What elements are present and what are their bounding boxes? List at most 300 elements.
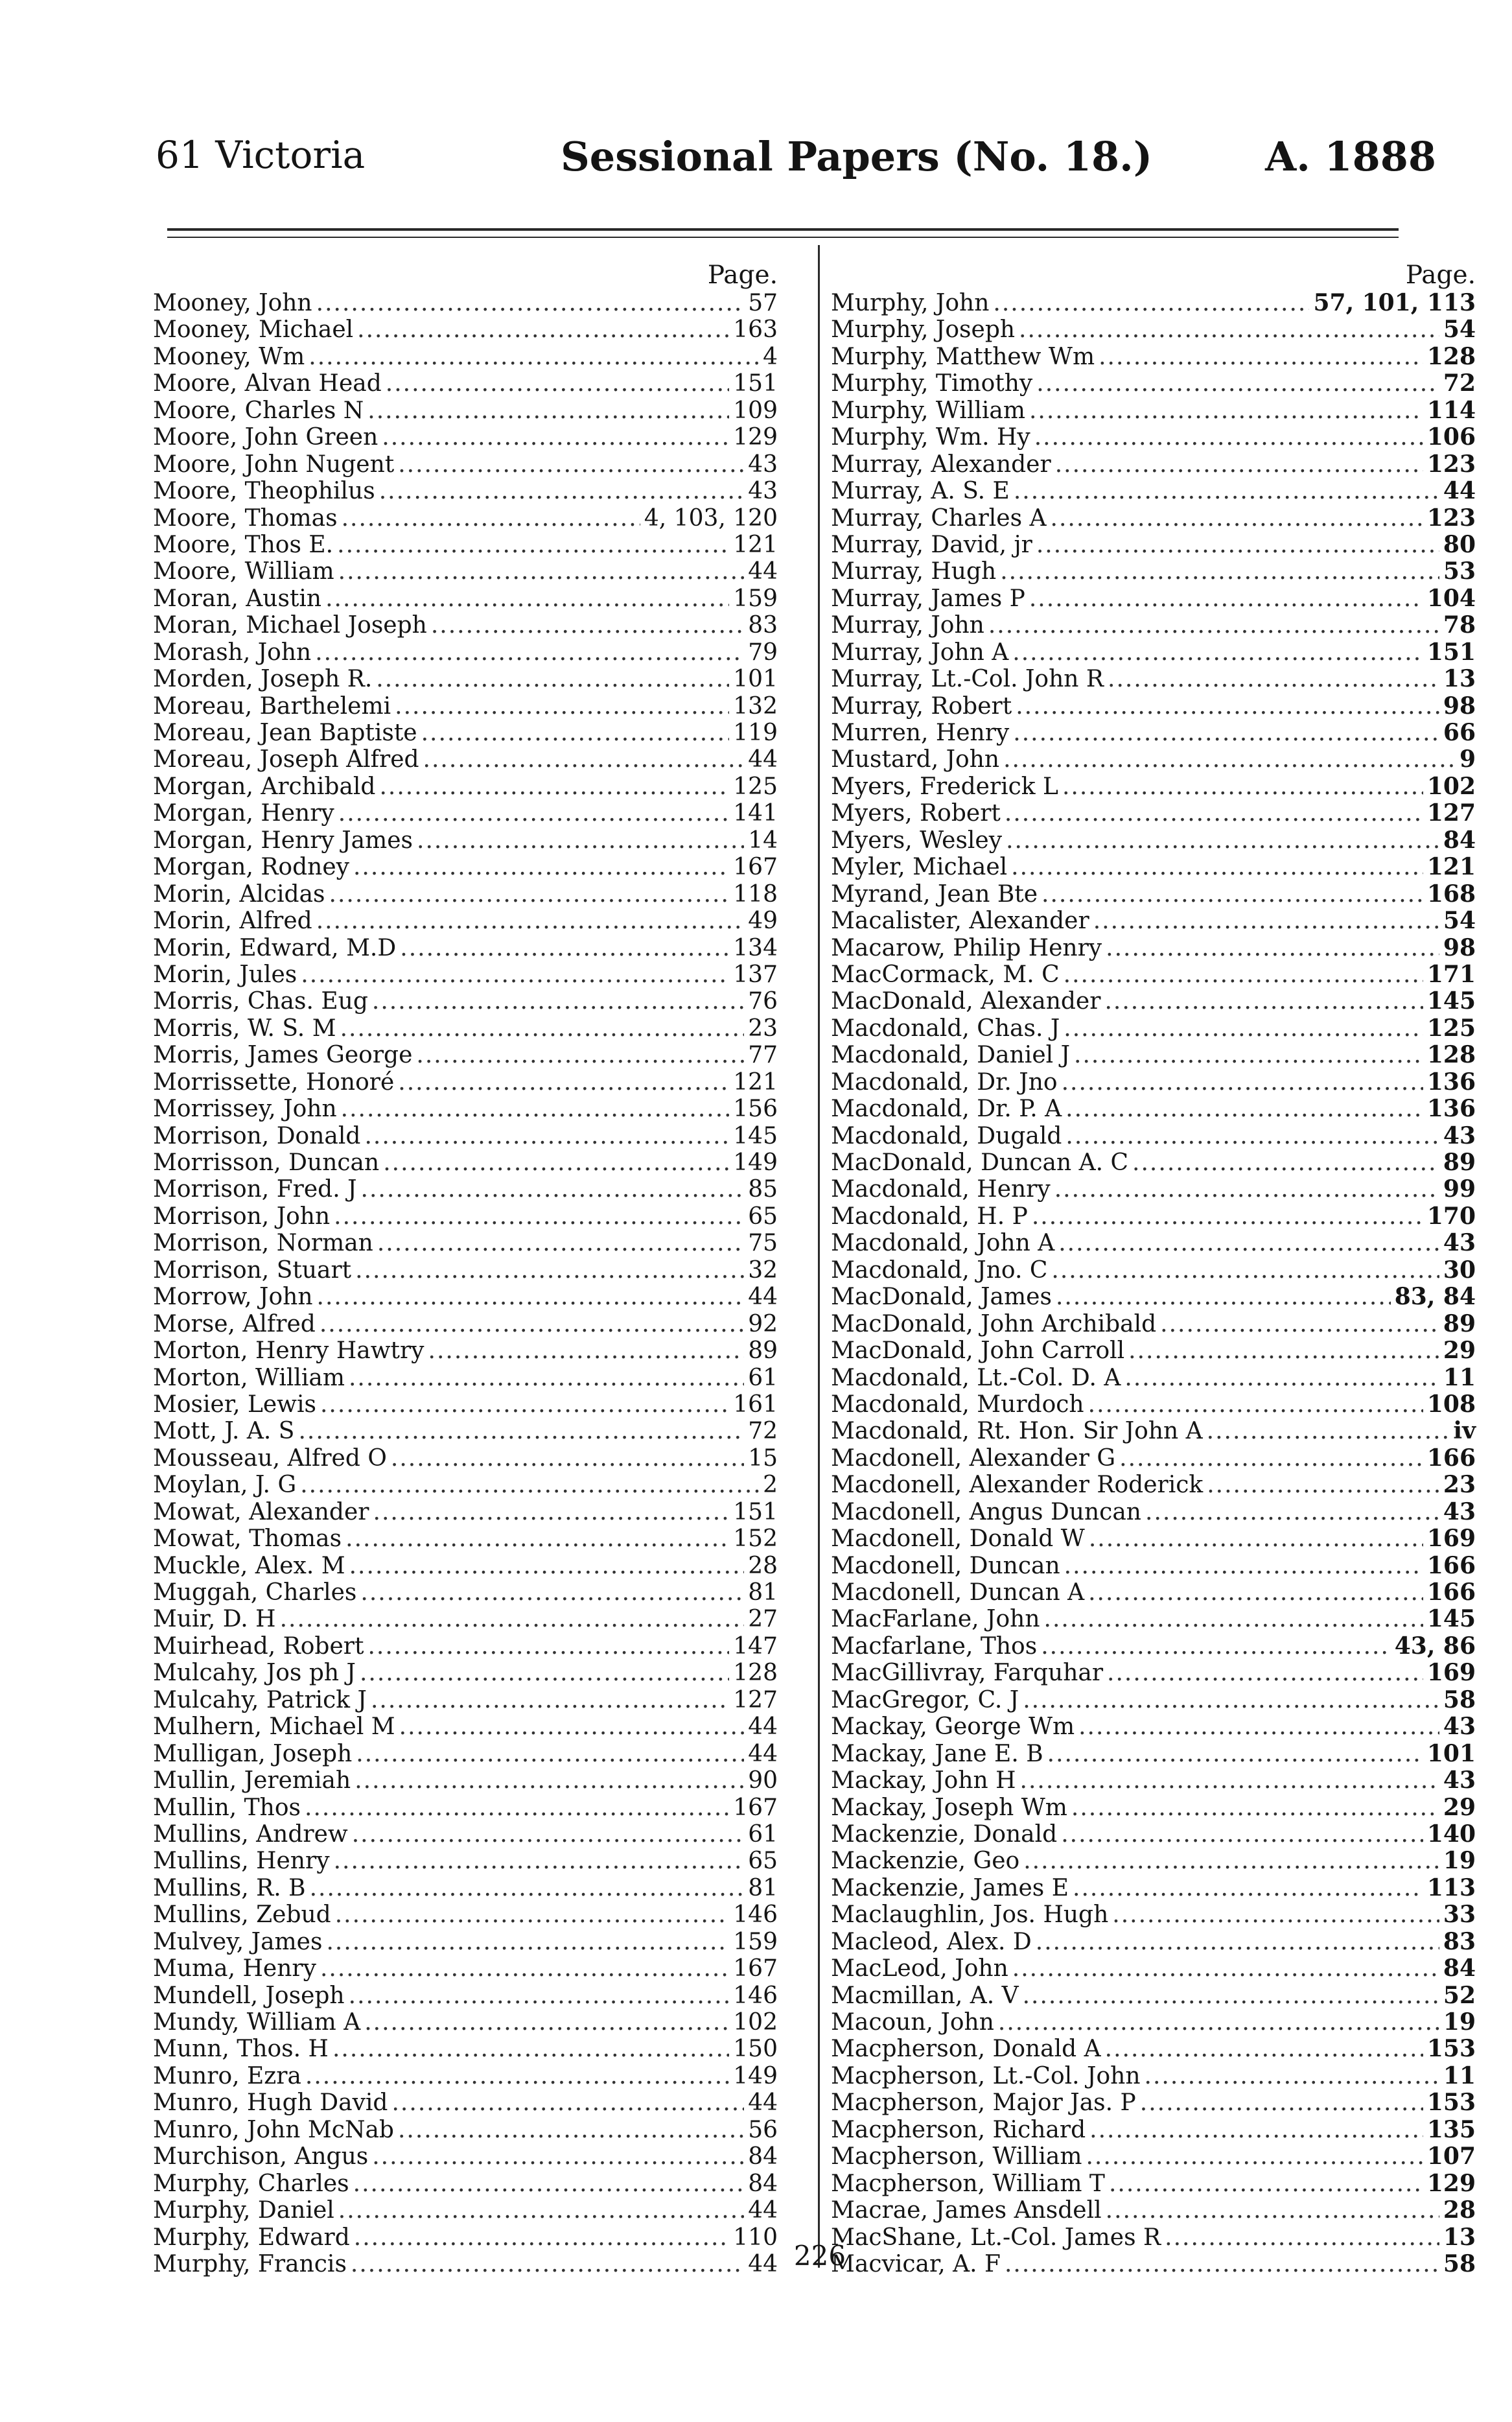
- entry-page: 23: [748, 1015, 778, 1042]
- entry-name: Moran, Austin: [153, 585, 322, 612]
- entry-name: Myers, Wesley: [831, 827, 1003, 854]
- entry-page: 79: [748, 639, 778, 666]
- entry-page: 127: [1426, 799, 1476, 827]
- leader-dots: [1036, 1929, 1439, 1955]
- entry-page: 28: [1443, 2196, 1476, 2224]
- index-entry: [831, 1257, 1481, 1284]
- entry-page: 132: [733, 692, 778, 720]
- entry-name: Moreau, Barthelemi: [153, 692, 391, 720]
- index-entry: [831, 1418, 1481, 1444]
- index-entry: [153, 1472, 783, 1498]
- leader-dots: [1073, 1875, 1423, 1901]
- leader-dots: [317, 1284, 745, 1310]
- index-entry: [153, 1203, 783, 1230]
- entry-name: Macdonell, Angus Duncan: [831, 1498, 1141, 1525]
- entry-page: 159: [733, 1928, 778, 1955]
- entry-page: 104: [1426, 584, 1476, 612]
- index-entry: [831, 1767, 1481, 1794]
- entry-name: Morin, Jules: [153, 961, 297, 988]
- index-entry: [153, 451, 783, 478]
- entry-name: Muirhead, Robert: [153, 1632, 364, 1660]
- entry-name: Macdonell, Duncan A: [831, 1579, 1085, 1606]
- entry-name: Mulhern, Michael M: [153, 1713, 395, 1741]
- entry-page: 13: [1443, 2223, 1476, 2251]
- entry-page: 44: [1443, 477, 1476, 505]
- leader-dots: [423, 746, 745, 773]
- entry-name: Macpherson, Donald A: [831, 2036, 1101, 2063]
- document-title: Sessional Papers (No. 18.): [561, 133, 1153, 180]
- leader-dots: [345, 1525, 729, 1552]
- leader-dots: [329, 881, 730, 908]
- entry-name: Mullins, Henry: [153, 1848, 330, 1875]
- entry-name: Mulligan, Joseph: [153, 1740, 353, 1767]
- entry-name: Murray, Hugh: [831, 558, 997, 585]
- entry-name: MacGillivray, Farquhar: [831, 1660, 1104, 1687]
- leader-dots: [1051, 505, 1423, 532]
- leader-dots: [342, 505, 640, 532]
- leader-dots: [352, 1821, 744, 1848]
- entry-name: Mustard, John: [831, 746, 1000, 773]
- entry-page: 78: [1443, 611, 1476, 639]
- index-entry: [831, 1391, 1481, 1418]
- index-entry: [153, 1499, 783, 1525]
- entry-page: 168: [1426, 880, 1476, 908]
- entry-name: Macdonald, Lt.-Col. D. A: [831, 1364, 1121, 1391]
- entry-name: Morris, James George: [153, 1042, 413, 1069]
- leader-dots: [1106, 935, 1439, 961]
- leader-dots: [355, 1767, 744, 1794]
- leader-dots: [338, 558, 745, 585]
- index-entry: [831, 1284, 1481, 1310]
- entry-name: Myers, Frederick L: [831, 773, 1058, 800]
- entry-page: 52: [1443, 1981, 1476, 2009]
- entry-page: 44: [748, 1740, 778, 1767]
- entry-name: Morris, W. S. M: [153, 1015, 336, 1042]
- entry-name: Macdonald, Dr. P. A: [831, 1096, 1062, 1123]
- leader-dots: [398, 2117, 744, 2143]
- entry-page: 146: [733, 1982, 778, 2009]
- leader-dots: [305, 2063, 729, 2089]
- entry-name: Macpherson, Major Jas. P: [831, 2089, 1136, 2117]
- entry-page: 57, 101, 113: [1313, 289, 1476, 316]
- entry-name: MacLeod, John: [831, 1955, 1008, 1982]
- index-entry: [153, 558, 783, 585]
- entry-name: Macdonald, Jno. C: [831, 1256, 1048, 1284]
- entry-name: Moran, Michael Joseph: [153, 612, 427, 639]
- entry-page: 153: [1426, 2035, 1476, 2063]
- entry-page: 43: [748, 478, 778, 505]
- index-entry: [153, 1042, 783, 1068]
- entry-name: MacDonald, Duncan A. C: [831, 1149, 1129, 1176]
- entry-page: 49: [748, 908, 778, 935]
- entry-page: 161: [733, 1391, 778, 1418]
- index-entry: [153, 2143, 783, 2170]
- index-entry: [153, 1069, 783, 1096]
- leader-dots: [1071, 1794, 1439, 1821]
- index-entry: [153, 1365, 783, 1391]
- entry-name: MacGregor, C. J: [831, 1686, 1019, 1713]
- entry-page: 19: [1443, 1847, 1476, 1875]
- entry-list-left: [153, 290, 783, 2277]
- leader-dots: [398, 1069, 729, 1096]
- leader-dots: [1099, 344, 1423, 370]
- leader-dots: [1003, 746, 1456, 773]
- entry-page: 151: [733, 370, 778, 397]
- entry-page: 54: [1443, 316, 1476, 344]
- index-entry: [153, 1848, 783, 1874]
- index-entry: [153, 2251, 783, 2277]
- index-entry: [831, 1015, 1481, 1042]
- entry-name: Mosier, Lewis: [153, 1391, 316, 1418]
- leader-dots: [316, 290, 745, 316]
- leader-dots: [1132, 1149, 1439, 1176]
- entry-page: 32: [748, 1256, 778, 1284]
- entry-page: 43: [1443, 1713, 1476, 1741]
- entry-name: Morin, Alfred: [153, 908, 312, 935]
- entry-name: Murchison, Angus: [153, 2143, 369, 2170]
- entry-page: 28: [748, 1552, 778, 1579]
- entry-name: Morrissey, John: [153, 1096, 337, 1123]
- leader-dots: [1107, 1660, 1423, 1686]
- leader-dots: [1012, 1955, 1439, 1982]
- index-entry: [153, 854, 783, 880]
- leader-dots: [377, 1230, 744, 1256]
- index-entry: [831, 720, 1481, 746]
- entry-page: 128: [1426, 342, 1476, 370]
- leader-dots: [300, 1472, 759, 1498]
- entry-page: 170: [1426, 1202, 1476, 1230]
- leader-dots: [431, 612, 744, 639]
- column-divider: [818, 245, 820, 2268]
- entry-page: 153: [1426, 2089, 1476, 2117]
- entry-name: Munro, Ezra: [153, 2062, 301, 2089]
- entry-page: 58: [1443, 2250, 1476, 2277]
- leader-dots: [320, 1311, 744, 1337]
- entry-name: Mundy, William A: [153, 2009, 361, 2036]
- leader-dots: [993, 290, 1309, 316]
- entry-name: Moylan, J. G: [153, 1472, 297, 1499]
- entry-name: Mulcahy, Jos ph J: [153, 1660, 356, 1687]
- leader-dots: [1105, 2036, 1423, 2062]
- leader-dots: [1112, 1901, 1439, 1928]
- index-entry: [153, 961, 783, 988]
- entry-page: 128: [1426, 1041, 1476, 1069]
- index-entry: [831, 1096, 1481, 1122]
- index-entry: [153, 1284, 783, 1310]
- entry-page: 13: [1443, 665, 1476, 693]
- entry-page: 43: [748, 451, 778, 478]
- index-entry: [153, 1553, 783, 1579]
- entry-page: 128: [733, 1660, 778, 1687]
- leader-dots: [382, 424, 729, 451]
- index-entry: [153, 1123, 783, 1149]
- entry-page: 146: [733, 1901, 778, 1929]
- leader-dots: [351, 2251, 744, 2277]
- leader-dots: [1023, 1848, 1439, 1874]
- entry-name: Moreau, Joseph Alfred: [153, 746, 419, 773]
- index-entry: [153, 370, 783, 397]
- entry-page: 89: [1443, 1310, 1476, 1337]
- entry-page: 109: [733, 397, 778, 424]
- index-entry: [831, 2009, 1481, 2036]
- entry-page: 118: [733, 880, 778, 908]
- entry-page: 113: [1426, 1874, 1476, 1901]
- entry-page: 80: [1443, 530, 1476, 558]
- leader-dots: [428, 1337, 745, 1364]
- index-entry: [831, 1713, 1481, 1740]
- entry-page: 77: [748, 1042, 778, 1069]
- entry-page: 66: [1443, 719, 1476, 746]
- entry-name: Morrison, Norman: [153, 1230, 373, 1257]
- entry-name: Macdonell, Donald W: [831, 1525, 1085, 1553]
- leader-dots: [1074, 1042, 1423, 1068]
- index-entry: [153, 639, 783, 666]
- index-entry: [153, 290, 783, 316]
- entry-name: Macleod, Alex. D: [831, 1928, 1032, 1955]
- leader-dots: [360, 1660, 729, 1686]
- entry-page: 152: [733, 1525, 778, 1553]
- leader-dots: [1086, 2143, 1423, 2170]
- entry-page: 54: [1443, 907, 1476, 935]
- leader-dots: [1089, 2117, 1423, 2143]
- entry-page: 125: [733, 773, 778, 800]
- entry-name: Mackenzie, Donald: [831, 1820, 1058, 1848]
- entry-name: Murray, Charles A: [831, 504, 1047, 532]
- index-entry: [153, 2036, 783, 2062]
- leader-dots: [320, 1955, 729, 1982]
- entry-page: 14: [748, 827, 778, 854]
- entry-name: Morrison, Donald: [153, 1122, 361, 1149]
- index-entry: [153, 1579, 783, 1606]
- entry-name: Morash, John: [153, 639, 312, 666]
- index-entry: [831, 1633, 1481, 1660]
- entry-name: Moreau, Jean Baptiste: [153, 720, 417, 746]
- entry-name: Mullin, Jeremiah: [153, 1767, 351, 1794]
- entry-name: Mooney, Michael: [153, 316, 354, 344]
- index-entry: [153, 935, 783, 961]
- page-column-heading: Page.: [1405, 261, 1476, 290]
- entry-name: Macfarlane, Thos: [831, 1632, 1038, 1660]
- entry-page: 33: [1443, 1901, 1476, 1929]
- entry-page: 43: [1443, 1767, 1476, 1794]
- entry-name: Moore, John Green: [153, 424, 378, 451]
- leader-dots: [353, 2170, 745, 2197]
- leader-dots: [372, 988, 744, 1015]
- index-entry: [153, 2009, 783, 2036]
- index-entry: [153, 908, 783, 934]
- index-entry: [831, 1472, 1481, 1498]
- entry-name: Morden, Joseph R.: [153, 666, 373, 693]
- leader-dots: [1065, 1123, 1439, 1149]
- index-entry: [153, 532, 783, 558]
- entry-name: Morin, Edward, M.D: [153, 934, 397, 961]
- index-entry: [831, 1687, 1481, 1713]
- entry-name: Macdonald, Dr. Jno: [831, 1068, 1058, 1096]
- leader-dots: [1145, 2063, 1439, 2089]
- index-entry: [153, 1230, 783, 1256]
- index-entry: [831, 639, 1481, 666]
- leader-dots: [308, 344, 759, 370]
- leader-dots: [367, 397, 729, 424]
- index-entry: [153, 746, 783, 773]
- index-entry: [831, 2197, 1481, 2224]
- entry-name: Morse, Alfred: [153, 1310, 316, 1337]
- entry-name: Murray, Robert: [831, 692, 1012, 720]
- entry-page: 166: [1426, 1551, 1476, 1579]
- entry-page: 56: [748, 2116, 778, 2143]
- entry-page: 11: [1443, 2062, 1476, 2089]
- index-entry: [153, 881, 783, 908]
- leader-dots: [1065, 1096, 1423, 1122]
- entry-name: Myler, Michael: [831, 854, 1008, 881]
- entry-name: Murray, Alexander: [831, 451, 1051, 478]
- leader-dots: [988, 612, 1439, 639]
- index-entry: [153, 1257, 783, 1284]
- entry-name: Morin, Alcidas: [153, 880, 325, 908]
- entry-page: 43: [1443, 1122, 1476, 1149]
- entry-name: Moore, Charles N: [153, 397, 364, 424]
- leader-dots: [1061, 1821, 1423, 1848]
- index-entry: [831, 1929, 1481, 1955]
- entry-name: Mousseau, Alfred O: [153, 1444, 387, 1472]
- entry-page: 119: [733, 720, 778, 746]
- entry-name: Morrisson, Duncan: [153, 1149, 380, 1176]
- entry-name: Mullins, R. B: [153, 1874, 306, 1901]
- leader-dots: [1029, 585, 1423, 612]
- index-entry: [153, 2063, 783, 2089]
- entry-name: Macdonald, Murdoch: [831, 1391, 1084, 1418]
- index-entry: [153, 1660, 783, 1686]
- entry-page: 150: [733, 2036, 778, 2063]
- entry-page: 19: [1443, 2008, 1476, 2036]
- entry-page: 84: [1443, 1955, 1476, 1982]
- entry-name: Macpherson, William T: [831, 2170, 1105, 2197]
- index-entry: [831, 344, 1481, 370]
- entry-page: 15: [748, 1444, 778, 1472]
- leader-dots: [391, 2089, 744, 2116]
- index-entry: [831, 666, 1481, 692]
- entry-name: Munro, Hugh David: [153, 2089, 388, 2117]
- index-entry: [153, 1176, 783, 1203]
- leader-dots: [1108, 666, 1439, 692]
- entry-page: 135: [1426, 2115, 1476, 2143]
- index-entry: [831, 746, 1481, 773]
- leader-dots: [338, 800, 730, 827]
- leader-dots: [341, 1096, 730, 1122]
- leader-dots: [379, 478, 744, 504]
- index-column-left: [153, 261, 783, 2277]
- entry-page: 30: [1443, 1256, 1476, 1284]
- leader-dots: [1093, 908, 1439, 934]
- entry-name: Murphy, William: [831, 397, 1025, 424]
- entry-page: 99: [1443, 1175, 1476, 1203]
- index-entry: [153, 2089, 783, 2116]
- leader-dots: [364, 1123, 729, 1149]
- session-label: 61 Victoria: [156, 133, 366, 177]
- entry-name: Morton, Henry Hawtry: [153, 1337, 425, 1365]
- entry-page: 23: [1443, 1471, 1476, 1499]
- entry-name: Munro, John McNab: [153, 2116, 394, 2143]
- entry-name: Mackenzie, James E: [831, 1874, 1069, 1901]
- leader-dots: [338, 2197, 744, 2224]
- entry-name: Murphy, Charles: [153, 2170, 349, 2197]
- entry-name: Murphy, Francis: [153, 2250, 347, 2277]
- index-entry: [831, 1123, 1481, 1149]
- index-entry: [831, 961, 1481, 988]
- index-entry: [153, 1713, 783, 1740]
- leader-dots: [316, 908, 744, 934]
- index-entry: [153, 2170, 783, 2197]
- index-entry: [831, 1499, 1481, 1525]
- index-entry: [831, 1311, 1481, 1337]
- page-column-heading: Page.: [707, 261, 778, 290]
- entry-page: 121: [733, 531, 778, 558]
- entry-page: 149: [733, 1149, 778, 1176]
- index-entry: [831, 827, 1481, 854]
- entry-name: Morgan, Archibald: [153, 773, 376, 800]
- index-entry: [831, 693, 1481, 720]
- leader-dots: [1064, 1553, 1423, 1579]
- entry-page: 43: [1443, 1498, 1476, 1525]
- leader-dots: [1019, 316, 1439, 343]
- entry-name: Macdonell, Duncan: [831, 1552, 1060, 1579]
- index-entry: [831, 370, 1481, 397]
- index-entry: [153, 1875, 783, 1901]
- entry-name: Moore, William: [153, 558, 334, 585]
- index-entry: [831, 558, 1481, 585]
- entry-name: Mooney, Wm: [153, 343, 305, 370]
- entry-name: Morrison, John: [153, 1203, 331, 1230]
- leader-dots: [1064, 1015, 1423, 1042]
- entry-name: Muma, Henry: [153, 1955, 316, 1982]
- leader-dots: [364, 2009, 729, 2036]
- leader-dots: [320, 1391, 729, 1418]
- index-entry: [831, 1875, 1481, 1901]
- entry-page: 107: [1426, 2143, 1476, 2170]
- leader-dots: [361, 1176, 745, 1203]
- leader-dots: [349, 1982, 730, 2009]
- index-column-right: [831, 261, 1481, 2277]
- entry-name: Murphy, Joseph: [831, 316, 1016, 344]
- leader-dots: [354, 2224, 729, 2251]
- entry-name: Mowat, Thomas: [153, 1525, 342, 1553]
- entry-name: MacDonald, James: [831, 1284, 1052, 1311]
- index-entry: [153, 827, 783, 854]
- index-entry: [831, 1445, 1481, 1472]
- entry-name: Mowat, Alexander: [153, 1498, 369, 1525]
- entry-page: 98: [1443, 934, 1476, 961]
- index-entry: [831, 1955, 1481, 1982]
- entry-page: 121: [1426, 853, 1476, 881]
- entry-name: Mooney, John: [153, 290, 312, 316]
- leader-dots: [1145, 1499, 1439, 1525]
- leader-dots: [334, 1203, 744, 1230]
- index-entry: [153, 2197, 783, 2224]
- entry-page: 44: [748, 746, 778, 773]
- index-entry: [831, 1606, 1481, 1632]
- entry-page: 65: [748, 1848, 778, 1875]
- leader-dots: [325, 585, 729, 612]
- leader-dots: [332, 2036, 729, 2062]
- entry-name: Mullins, Andrew: [153, 1820, 348, 1848]
- entry-page: 123: [1426, 504, 1476, 532]
- entry-page: 149: [733, 2062, 778, 2089]
- page-number: 226: [793, 2240, 846, 2272]
- index-entry: [153, 1929, 783, 1955]
- entry-page: 127: [733, 1686, 778, 1713]
- index-entry: [831, 1553, 1481, 1579]
- entry-name: Mulvey, James: [153, 1928, 323, 1955]
